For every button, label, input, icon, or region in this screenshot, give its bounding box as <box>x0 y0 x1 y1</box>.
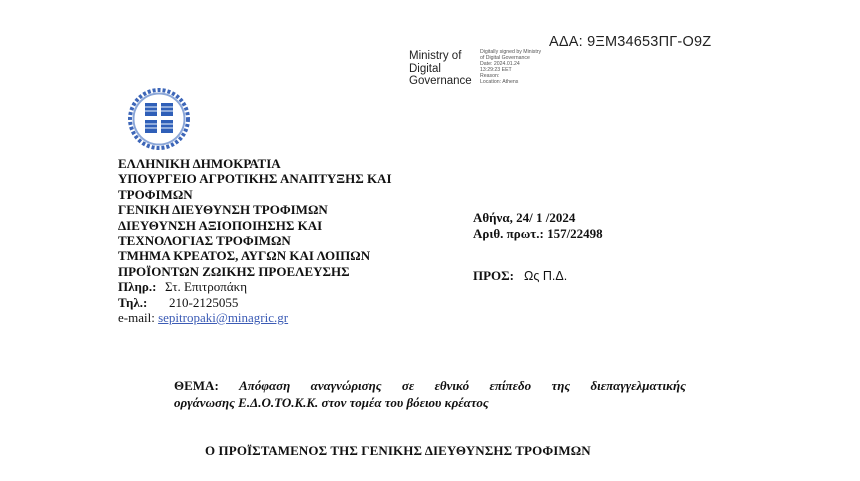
subject-word: εθνικό <box>434 378 470 393</box>
signature-date: Date: 2024.01.24 <box>480 61 520 68</box>
sender-line: ΤΡΟΦΙΜΩΝ <box>118 186 193 202</box>
subject-word: αναγνώρισης <box>310 378 382 393</box>
contact-email <box>118 310 392 325</box>
contact-person-value: Στ. Επιτροπάκη <box>165 279 247 295</box>
sender-line: ΕΛΛΗΝΙΚΗ ΔΗΜΟΚΡΑΤΙΑ <box>118 156 281 171</box>
signature-time: 13:29:23 EET <box>480 67 512 74</box>
contact-email-label: e-mail: <box>118 310 155 326</box>
contact-phone-label: Τηλ.: <box>118 294 148 310</box>
contact-person <box>118 279 392 294</box>
subject-line-2: οργάνωσης Ε.Δ.Ο.ΤΟ.Κ.Κ. στον τομέα του βόειου κρέατος <box>174 395 489 410</box>
sender-line: ΥΠΟΥΡΓΕΙΟ ΑΓΡΟΤΙΚΗΣ ΑΝΑΠΤΥΞΗΣ ΚΑΙ <box>118 171 392 187</box>
contact-person-label: Πληρ.: <box>118 279 157 295</box>
ada-code: ΑΔΑ: 9ΞΜ34653ΠΓ-Ο9Ζ <box>549 34 712 50</box>
sender-line: ΠΡΟΪΟΝΤΩΝ ΖΩΙΚΗΣ ΠΡΟΕΛΕΥΣΗΣ <box>118 263 350 279</box>
subject-label: ΘΕΜΑ: <box>174 378 219 393</box>
sender-block <box>118 156 392 325</box>
section-heading: Ο ΠΡΟΪΣΤΑΜΕΝΟΣ ΤΗΣ ΓΕΝΙΚΗΣ ΔΙΕΥΘΥΝΣΗΣ ΤΡΟΦΙΜΩΝ <box>205 443 591 458</box>
digital-signature-details <box>480 49 541 86</box>
signer-name-line: Ministry of <box>409 50 462 62</box>
sender-line: ΓΕΝΙΚΗ ΔΙΕΥΘΥΝΣΗ ΤΡΟΦΙΜΩΝ <box>118 202 328 218</box>
signature-location: Location: Athens <box>480 79 519 86</box>
protocol-number: Αριθ. πρωτ.: 157/22498 <box>473 226 603 241</box>
subject-line-1 <box>174 377 686 394</box>
sender-line: ΔΙΕΥΘΥΝΣΗ ΑΞΙΟΠΟΙΗΣΗΣ ΚΑΙ <box>118 217 323 233</box>
email-link[interactable]: sepitropaki@minagric.gr <box>158 310 289 326</box>
document-meta <box>473 210 603 242</box>
recipient-value: Ως Π.Δ. <box>524 269 568 283</box>
signer-name-line: Digital <box>409 62 441 75</box>
subject-word: της <box>551 378 571 393</box>
signer-name-line: Governance <box>409 75 472 87</box>
subject <box>174 377 686 411</box>
greek-coat-of-arms-icon <box>128 88 190 150</box>
sender-line: ΤΕΧΝΟΛΟΓΙΑΣ ΤΡΟΦΙΜΩΝ <box>118 233 291 249</box>
signature-reason: Reason: <box>480 73 500 80</box>
subject-word: σε <box>401 378 415 393</box>
signature-line: of Digital Governance <box>480 55 530 62</box>
sender-line: ΤΜΗΜΑ ΚΡΕΑΤΟΣ, ΑΥΓΩΝ ΚΑΙ ΛΟΙΠΩΝ <box>118 248 371 264</box>
subject-word: επίπεδο <box>489 378 532 393</box>
signer-name <box>409 50 472 88</box>
recipient <box>473 268 567 284</box>
document-date: Αθήνα, 24/ 1 /2024 <box>473 210 576 225</box>
contact-phone-value: 210-2125055 <box>169 294 239 310</box>
subject-word: Απόφαση <box>239 378 291 393</box>
signature-line: Digitally signed by Ministry <box>480 49 542 55</box>
subject-word: διεπαγγελματικής <box>590 378 686 393</box>
contact-phone <box>118 295 392 310</box>
recipient-label: ΠΡΟΣ: <box>473 268 514 283</box>
